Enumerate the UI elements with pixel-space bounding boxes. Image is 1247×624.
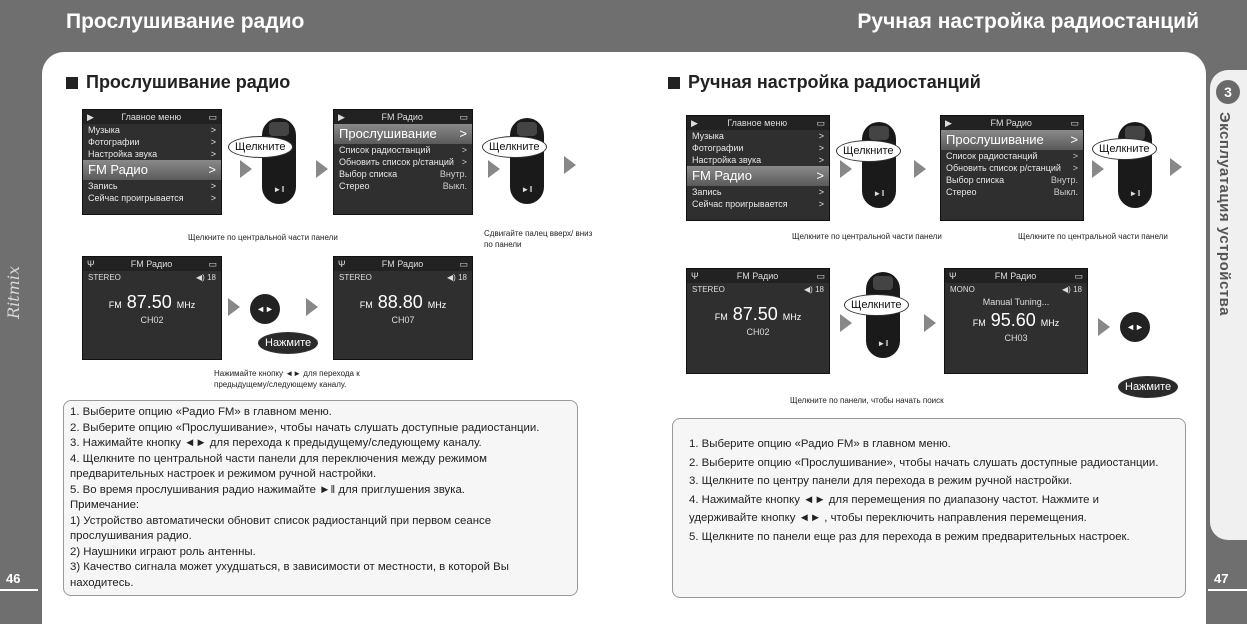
menu-item[interactable]: Запись >	[692, 187, 824, 197]
click-burst: Щелкните	[482, 136, 547, 158]
arrow-right-icon	[1098, 318, 1110, 336]
caption-press: Нажимайте кнопку ◄► для перехода к предыдущему/следующему каналу.	[214, 369, 360, 389]
volume-icon: ◀)	[1062, 285, 1071, 294]
main-menu-screen	[686, 115, 830, 221]
arrow-right-icon	[1170, 158, 1182, 176]
main-menu-screen	[82, 109, 222, 215]
left-page-header: Прослушивание радио	[66, 10, 305, 33]
play-icon: ▶	[691, 117, 698, 128]
bullet-square-icon	[66, 77, 78, 89]
menu-item[interactable]: Стерео Выкл.	[339, 181, 467, 191]
arrow-right-icon	[228, 298, 240, 316]
menu-item[interactable]: Выбор списка Внутр.	[946, 175, 1078, 185]
right-section-title: Ручная настройка радиостанций	[668, 72, 981, 93]
caption-click-center: Щелкните по центральной части панели	[1018, 232, 1168, 241]
prev-next-button[interactable]: ◄►	[1120, 312, 1150, 342]
menu-item-selected[interactable]: Прослушивание >	[334, 124, 472, 144]
play-icon: ▶	[338, 111, 345, 122]
page-number-right: 47	[1214, 571, 1229, 586]
click-burst: Щелкните	[1092, 138, 1157, 160]
right-page-header: Ручная настройка радиостанций	[857, 10, 1199, 33]
battery-icon: ▭	[208, 258, 217, 269]
antenna-icon: Ψ	[338, 259, 346, 269]
antenna-icon: Ψ	[949, 271, 957, 281]
screen-header: Ψ FM Радио ▭	[687, 269, 829, 283]
menu-item[interactable]: Обновить список р/станций >	[339, 157, 467, 167]
arrow-right-icon	[316, 160, 328, 178]
volume-icon: ◀)	[804, 285, 813, 294]
menu-item[interactable]: Сейчас проигрывается >	[692, 199, 824, 209]
brand-logo: Ritmix	[4, 266, 23, 319]
right-instructions: 1. Выберите опцию «Радио FM» в главном меню. 2. Выберите опцию «Прослушивание», чтобы начать слушать доступные радиостанции. 3. Щелкните по центру панели для перехода в режим ручной настройки. 4. Нажимайте кнопку ◄► для перемещения по диапазону частот. Нажмите и удерживайте кнопку ◄► , чтобы переключить направления перемещения. 5. Щелкните по панели еще раз для перехода в режим предварительных настроек.	[672, 418, 1186, 598]
battery-icon: ▭	[816, 117, 825, 128]
click-burst: Щелкните	[844, 294, 909, 316]
center-gutter	[602, 52, 644, 624]
screen-header: ▶ FM Радио ▭	[941, 116, 1083, 130]
menu-item[interactable]: Стерео Выкл.	[946, 187, 1078, 197]
screen-header: Ψ FM Радио ▭	[945, 269, 1087, 283]
battery-icon: ▭	[459, 111, 468, 122]
click-burst: Щелкните	[836, 140, 901, 162]
page-number-left: 46	[6, 571, 21, 586]
menu-item[interactable]: Запись >	[88, 181, 216, 191]
menu-item[interactable]: Настройка звука >	[692, 155, 824, 165]
arrow-right-icon	[840, 160, 852, 178]
antenna-icon: Ψ	[691, 271, 699, 281]
menu-item[interactable]: Музыка >	[88, 125, 216, 135]
menu-item[interactable]: Выбор списка Внутр.	[339, 169, 467, 179]
arrow-right-icon	[488, 160, 500, 178]
caption-swipe: Сдвигайте палец вверх/ вниз по панели	[484, 229, 593, 249]
arrow-right-icon	[914, 160, 926, 178]
fm-play-screen: Ψ FM Радио ▭ STEREO ◀) 18 FM 87.50 MHz CH02	[686, 268, 830, 374]
volume-icon: ◀)	[447, 273, 456, 282]
battery-icon: ▭	[459, 258, 468, 269]
menu-item[interactable]: Сейчас проигрывается >	[88, 193, 216, 203]
arrow-right-icon	[924, 314, 936, 332]
player-device[interactable]: ►ǁ	[1118, 122, 1152, 208]
menu-item-selected[interactable]: FM Радио >	[687, 166, 829, 186]
page-number-rule	[1208, 589, 1247, 591]
press-burst: Нажмите	[258, 332, 318, 354]
fm-menu-screen	[940, 115, 1084, 221]
fm-manual-screen: Ψ FM Радио ▭ MONO ◀) 18 Manual Tuning... FM 95.60 MHz CH03	[944, 268, 1088, 374]
screen-header: Ψ FM Радио ▭	[334, 257, 472, 271]
battery-icon: ▭	[816, 270, 825, 281]
caption-click-center: Щелкните по центральной части панели	[792, 232, 942, 241]
menu-item[interactable]: Музыка >	[692, 131, 824, 141]
play-icon: ▶	[945, 117, 952, 128]
menu-item[interactable]: Фотографии >	[88, 137, 216, 147]
menu-item[interactable]: Обновить список р/станций >	[946, 163, 1078, 173]
player-device[interactable]: ►ǁ	[262, 118, 296, 204]
fm-play-screen: Ψ FM Радио ▭ STEREO ◀) 18 FM 87.50 MHz CH02	[82, 256, 222, 360]
left-section-title: Прослушивание радио	[66, 72, 290, 93]
press-burst: Нажмите	[1118, 376, 1178, 398]
menu-item[interactable]: Настройка звука >	[88, 149, 216, 159]
screen-header: ▶ Главное меню ▭	[83, 110, 221, 124]
screen-header: ▶ Главное меню ▭	[687, 116, 829, 130]
caption-search: Щелкните по панели, чтобы начать поиск	[790, 396, 944, 405]
menu-item[interactable]: Список радиостанций >	[946, 151, 1078, 161]
menu-item-selected[interactable]: FM Радио >	[83, 160, 221, 180]
menu-item-selected[interactable]: Прослушивание >	[941, 130, 1083, 150]
arrow-right-icon	[240, 160, 252, 178]
battery-icon: ▭	[1070, 117, 1079, 128]
bullet-square-icon	[668, 77, 680, 89]
arrow-right-icon	[306, 298, 318, 316]
chapter-number: 3	[1216, 80, 1240, 104]
arrow-right-icon	[1092, 160, 1104, 178]
antenna-icon: Ψ	[87, 259, 95, 269]
volume-icon: ◀)	[196, 273, 205, 282]
battery-icon: ▭	[208, 111, 217, 122]
prev-next-button[interactable]: ◄►	[250, 294, 280, 324]
chapter-label: Эксплуатация устройства	[1216, 112, 1233, 317]
screen-header: Ψ FM Радио ▭	[83, 257, 221, 271]
battery-icon: ▭	[1074, 270, 1083, 281]
player-device[interactable]: ►ǁ	[862, 122, 896, 208]
left-instructions: 1. Выберите опцию «Радио FM» в главном меню. 2. Выберите опцию «Прослушивание», чтобы начать слушать доступные радиостанции. 3. Нажимайте кнопку ◄► для перехода к предыдущему/следующему каналу. 4. Щелкните по центральной части панели для переключения между режимом предварительных настроек и режимом ручной настройки. 5. Во время прослушивания радио нажимайте ►‖ для приглушения звука. Примечание: 1) Устройство автоматически обновит список радиостанций при первом сеансе прослушивания радио. 2) Наушники играют роль антенны. 3) Качество сигнала может ухудшаться, в зависимости от местности, в которой Вы находитесь.	[63, 400, 578, 596]
menu-item[interactable]: Фотографии >	[692, 143, 824, 153]
player-device[interactable]: ►ǁ	[510, 118, 544, 204]
fm-menu-screen	[333, 109, 473, 215]
caption-click-center: Щелкните по центральной части панели	[188, 233, 338, 242]
play-icon: ▶	[87, 111, 94, 122]
fm-play-screen: Ψ FM Радио ▭ STEREO ◀) 18 FM 88.80 MHz CH07	[333, 256, 473, 360]
click-burst: Щелкните	[228, 136, 293, 158]
arrow-right-icon	[564, 156, 576, 174]
page-number-rule	[0, 589, 38, 591]
screen-header: ▶ FM Радио ▭	[334, 110, 472, 124]
player-device[interactable]: ►ǁ	[866, 272, 900, 358]
arrow-right-icon	[840, 314, 852, 332]
menu-item[interactable]: Список радиостанций >	[339, 145, 467, 155]
